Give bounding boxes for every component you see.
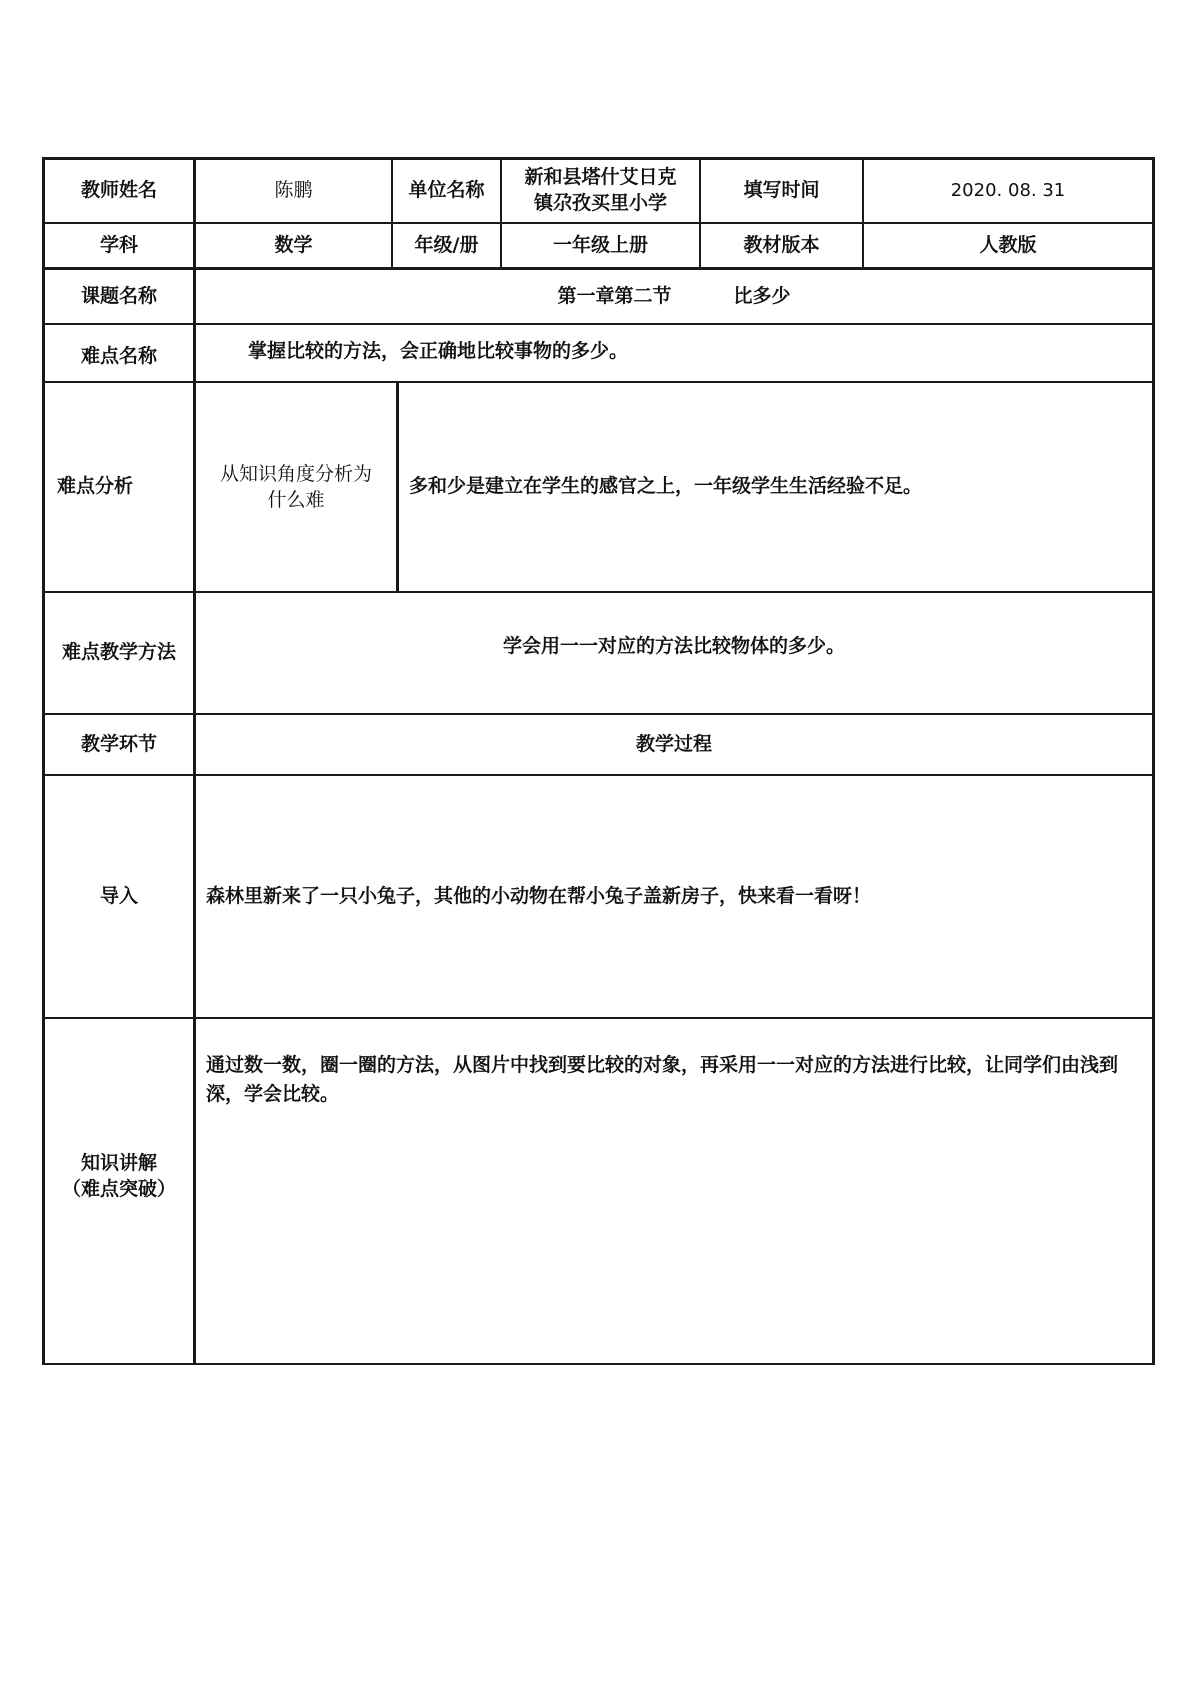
fill-date-value (864, 160, 1152, 222)
rule-bottom (42, 1363, 1154, 1365)
unit-name-label-text: 单位名称 (408, 179, 485, 202)
topic-title: 比多少 (733, 284, 791, 307)
grade-value-text: 一年级上册 (552, 233, 648, 256)
method-value (196, 593, 1152, 713)
difficulty-label-text: 难点名称 (80, 345, 157, 368)
analysis-sub-label-line2: 什么难 (267, 488, 325, 511)
knowledge-value (196, 1019, 1152, 1363)
method-label-text: 难点教学方法 (61, 641, 176, 664)
process-header-value-text: 教学过程 (635, 732, 712, 755)
grade-label-text: 年级/册 (414, 233, 479, 256)
method-value-text: 学会用一一对应的方法比较物体的多少。 (502, 635, 845, 658)
knowledge-label-line1: 知识讲解 (80, 1152, 157, 1175)
teacher-name-value-text: 陈鹏 (274, 179, 313, 202)
intro-value (196, 776, 1152, 1017)
analysis-value (399, 383, 1152, 591)
analysis-sub-label-line1: 从知识角度分析为 (219, 463, 372, 485)
edition-value-text: 人教版 (979, 233, 1037, 256)
topic-label (45, 270, 193, 323)
intro-label-text: 导入 (99, 884, 138, 907)
analysis-label-text: 难点分析 (57, 475, 134, 498)
fill-date-label (701, 160, 862, 222)
difficulty-value-text: 掌握比较的方法，会正确地比较事物的多少。 (248, 340, 629, 362)
edition-value (864, 224, 1152, 267)
unit-name-line1: 新和县塔什艾日克 (524, 166, 677, 189)
intro-value-text: 森林里新来了一只小兔子，其他的小动物在帮小兔子盖新房子，快来看一看呀！ (206, 884, 872, 907)
process-header-value (196, 715, 1152, 774)
fill-date-label-text: 填写时间 (743, 179, 820, 202)
difficulty-label (45, 325, 193, 381)
analysis-label (45, 383, 193, 591)
process-stage-label (45, 715, 193, 774)
edition-label (701, 224, 862, 267)
method-label (45, 593, 193, 713)
intro-label (45, 776, 193, 1017)
grade-label (393, 224, 500, 267)
unit-name-value (502, 160, 699, 222)
knowledge-value-text: 通过数一数，圈一圈的方法，从图片中找到要比较的对象，再采用一一对应的方法进行比较，让同学们由浅到深，学会比较。 (206, 1054, 1119, 1106)
teacher-name-label-text: 教师姓名 (80, 179, 157, 202)
analysis-value-text: 多和少是建立在学生的感官之上，一年级学生生活经验不足。 (409, 475, 923, 498)
difficulty-value (196, 325, 1152, 381)
unit-name-line2: 镇尕孜买里小学 (533, 192, 667, 214)
rule-right (1152, 157, 1155, 1365)
topic-chapter: 第一章第二节 (557, 284, 672, 307)
teacher-name-value (196, 160, 391, 222)
subject-value-text: 数学 (274, 233, 313, 256)
knowledge-label (45, 1019, 193, 1363)
topic-value (196, 270, 1152, 323)
subject-label-text: 学科 (99, 233, 138, 256)
process-stage-label-text: 教学环节 (80, 732, 157, 755)
fill-date-value-text: 2020. 08. 31 (950, 179, 1066, 201)
teacher-name-label (45, 160, 193, 222)
subject-label (45, 224, 193, 267)
grade-value (502, 224, 699, 267)
knowledge-label-line2: （难点突破） (61, 1178, 176, 1200)
edition-label-text: 教材版本 (743, 233, 820, 256)
subject-value (196, 224, 391, 267)
unit-name-label (393, 160, 500, 222)
analysis-sub-label (196, 383, 396, 591)
topic-label-text: 课题名称 (80, 284, 157, 307)
